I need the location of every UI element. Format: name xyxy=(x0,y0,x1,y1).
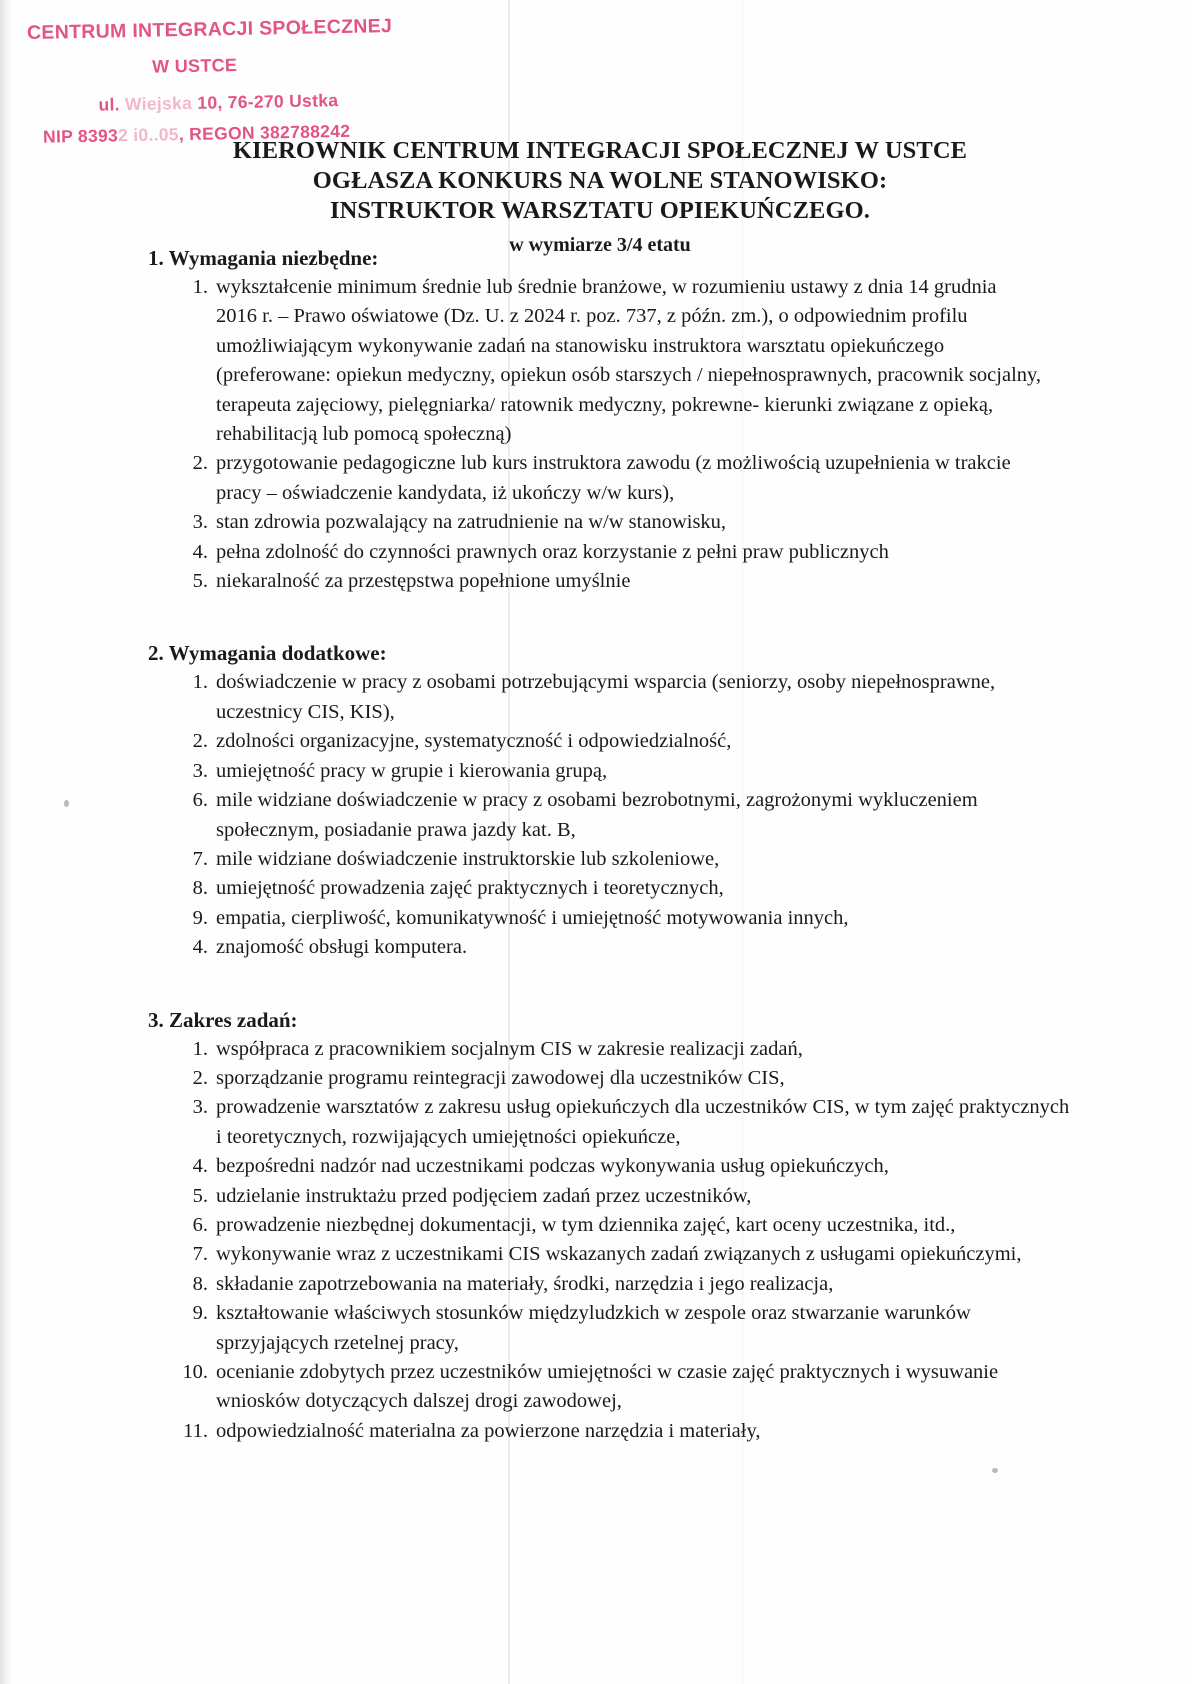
list-item-text: wykonywanie wraz z uczestnikami CIS wskazanych zadań związanych z usługami opiekuńczymi, xyxy=(216,1243,1022,1266)
section-spacer xyxy=(0,965,1192,1005)
list-item-text: umiejętność prowadzenia zajęć praktycznych i teoretycznych, xyxy=(216,877,724,900)
list-item-number: 5. xyxy=(192,570,208,593)
list-item xyxy=(178,1270,1074,1299)
list-item xyxy=(178,1299,1074,1358)
section-scope-of-duties xyxy=(0,1005,1192,1447)
stamp-address xyxy=(28,88,448,117)
requirements-additional-list xyxy=(0,668,1192,962)
list-item-number: 11. xyxy=(183,1419,208,1442)
list-item-text: mile widziane doświadczenie w pracy z osobami bezrobotnymi, zagrożonymi wykluczeniem społecznym, posiadanie prawa jazdy kat. B, xyxy=(216,789,978,841)
list-item-number: 6. xyxy=(192,1213,208,1236)
stamp-regon: , REGON 382788242 xyxy=(178,120,351,145)
scan-speck xyxy=(992,1468,998,1473)
list-item-text: umiejętność pracy w grupie i kierowania grupą, xyxy=(216,759,608,782)
stamp-nip-prefix: NIP 8393 xyxy=(42,125,119,147)
list-item-text: mile widziane doświadczenie instruktorskie lub szkoleniowe, xyxy=(216,847,720,870)
list-item-number: 4. xyxy=(192,936,208,959)
list-item-text: niekaralność za przestępstwa popełnione umyślnie xyxy=(216,570,631,593)
list-item-number: 1. xyxy=(192,671,208,694)
list-item-text: przygotowanie pedagogiczne lub kurs instruktora zawodu (z możliwością uzupełnienia w trakcie pracy – oświadczenie kandydata, iż ukończy w/w kurs), xyxy=(216,452,1011,504)
list-item xyxy=(178,273,1042,449)
list-item-number: 6. xyxy=(192,789,208,812)
list-item-number: 9. xyxy=(192,906,208,929)
list-item-text: ocenianie zdobytych przez uczestników umiejętności w czasie zajęć praktycznych i wysuwanie wniosków dotyczących dalszej drogi zawodowej, xyxy=(216,1361,999,1413)
list-item xyxy=(178,449,1042,508)
list-item xyxy=(178,1211,1074,1240)
list-item xyxy=(178,845,1042,874)
title-line-3: INSTRUKTOR WARSZTATU OPIEKUŃCZEGO. xyxy=(329,197,871,224)
list-item-number: 1. xyxy=(192,276,208,298)
announcement-title-block xyxy=(150,136,1050,258)
list-item xyxy=(178,668,1042,727)
list-item xyxy=(178,567,1042,596)
list-item-number: 2. xyxy=(192,730,208,753)
stamp-address-rest: 10, 76-270 Ustka xyxy=(191,90,339,113)
employment-fraction: w wymiarze 3/4 etatu xyxy=(509,234,691,256)
list-item-number: 3. xyxy=(192,759,208,782)
requirements-essential-list xyxy=(0,273,1192,596)
list-item xyxy=(178,538,1042,567)
list-item xyxy=(178,904,1074,933)
list-item-text: prowadzenie niezbędnej dokumentacji, w tym dziennika zajęć, kart oceny uczestnika, itd., xyxy=(216,1213,956,1236)
list-item-number: 7. xyxy=(192,1243,208,1266)
list-item-text: empatia, cierpliwość, komunikatywność i umiejętność motywowania innych, xyxy=(216,906,849,929)
list-item xyxy=(178,1417,1074,1446)
list-item xyxy=(178,1035,1074,1064)
section-heading: 1. Wymagania niezbędne: xyxy=(148,246,379,270)
list-item-number: 2. xyxy=(192,452,208,475)
list-item xyxy=(178,1064,1074,1093)
list-item-text: zdolności organizacyjne, systematyczność i odpowiedzialność, xyxy=(216,730,732,753)
list-item xyxy=(178,1093,1074,1152)
list-item xyxy=(178,1358,1074,1417)
list-item-text: doświadczenie w pracy z osobami potrzebującymi wsparcia (seniorzy, osoby niepełnosprawne, uczestnicy CIS, KIS), xyxy=(216,671,996,723)
list-item-text: znajomość obsługi komputera. xyxy=(216,936,468,959)
list-item-number: 7. xyxy=(192,847,208,870)
list-item-number: 3. xyxy=(192,1096,208,1119)
list-item xyxy=(178,508,1042,537)
list-item-text: współpraca z pracownikiem socjalnym CIS w zakresie realizacji zadań, xyxy=(216,1037,803,1060)
list-item xyxy=(178,1152,1074,1181)
list-item-number: 10. xyxy=(182,1361,208,1383)
list-item-text: udzielanie instruktażu przed podjęciem zadań przez uczestników, xyxy=(216,1184,752,1207)
section-heading: 2. Wymagania dodatkowe: xyxy=(148,641,387,666)
list-item-number: 5. xyxy=(192,1184,208,1207)
list-item xyxy=(178,786,1074,845)
announcement-body xyxy=(0,243,1192,1448)
section-requirements-essential xyxy=(0,243,1192,596)
list-item-text: pełna zdolność do czynności prawnych oraz korzystanie z pełni praw publicznych xyxy=(216,540,889,563)
section-requirements-additional xyxy=(0,638,1192,962)
stamp-address-prefix: ul. xyxy=(98,94,126,115)
stamp-nip-illegible: 2 i0..05 xyxy=(117,124,180,146)
list-item-text: kształtowanie właściwych stosunków międzyludzkich w zespole oraz stwarzanie warunków sprzyjających rzetelnej pracy, xyxy=(216,1302,971,1354)
list-item-number: 8. xyxy=(192,1272,208,1295)
scope-of-duties-list xyxy=(0,1035,1192,1447)
list-item-text: odpowiedzialność materialna za powierzone narzędzia i materiały, xyxy=(216,1419,761,1442)
list-item xyxy=(178,757,1042,786)
list-item-number: 3. xyxy=(192,511,208,534)
list-item-text: sporządzanie programu reintegracji zawodowej dla uczestników CIS, xyxy=(216,1066,785,1089)
section-spacer xyxy=(0,598,1192,638)
title-line-2: OGŁASZA KONKURS NA WOLNE STANOWISKO: xyxy=(312,167,888,194)
list-item-number: 1. xyxy=(192,1037,208,1060)
section-heading: 3. Zakres zadań: xyxy=(148,1007,298,1032)
list-item xyxy=(178,933,1042,962)
list-item xyxy=(178,874,1042,903)
list-item-text: składanie zapotrzebowania na materiały, środki, narzędzia i jego realizacja, xyxy=(216,1272,834,1295)
stamp-street-name: Wiejska xyxy=(124,92,193,115)
list-item-text: stan zdrowia pozwalający na zatrudnienie na w/w stanowisku, xyxy=(216,511,727,534)
list-item-text: prowadzenie warsztatów z zakresu usług opiekuńczych dla uczestników CIS, w tym zajęć praktycznych i teoretycznych, rozwijających umiejętności opiekuńcze, xyxy=(216,1096,1070,1148)
title-line-1: KIEROWNIK CENTRUM INTEGRACJI SPOŁECZNEJ W USTCE xyxy=(232,137,968,164)
list-item-number: 4. xyxy=(192,540,208,563)
list-item xyxy=(178,1182,1074,1211)
stamp-city: W USTCE xyxy=(151,55,238,77)
list-item-number: 9. xyxy=(192,1302,208,1325)
list-item-number: 2. xyxy=(192,1066,208,1089)
list-item xyxy=(178,727,1042,756)
list-item-text: bezpośredni nadzór nad uczestnikami podczas wykonywania usług opiekuńczych, xyxy=(216,1155,889,1178)
list-item-text: wykształcenie minimum średnie lub średnie branżowe, w rozumieniu ustawy z dnia 14 grudnia 2016 r. – Prawo oświatowe (Dz. U. z 2024 r. poz. 737, z późn. zm.), o odpowiednim profilu umożliwiającym wykonywanie zadań na stanowisku instruktora warsztatu opiekuńczego (preferowane: opiekun medyczny, opiekun osób starszych / niepełnosprawnych, pracownik socjalny, terapeuta zajęciowy, pielęgniarka/ ratownik medyczny, pokrewne- kierunki związane z opieką, rehabilitacją lub pomocą społeczną) xyxy=(216,276,1042,446)
list-item-number: 8. xyxy=(192,877,208,900)
list-item xyxy=(178,1240,1074,1269)
official-stamp xyxy=(27,14,449,148)
stamp-organization-name: CENTRUM INTEGRACJI SPOŁECZNEJ xyxy=(26,15,393,45)
list-item-number: 4. xyxy=(192,1155,208,1178)
